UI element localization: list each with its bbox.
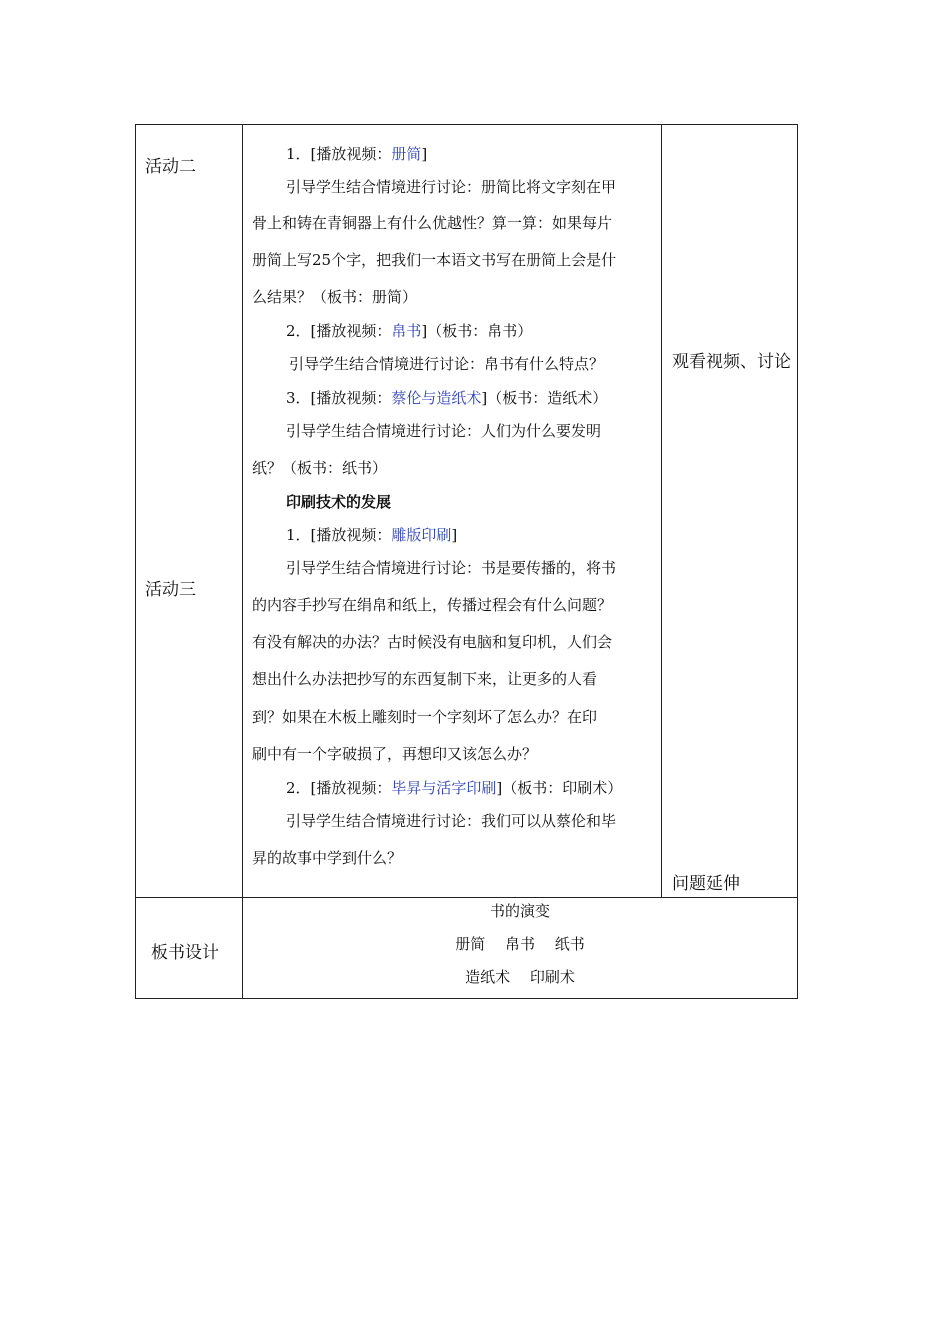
content-line-6: 2．[播放视频：帛书]（板书：帛书） [286,322,533,340]
content-line-18: 2．[播放视频：毕昇与活字印刷]（板书：印刷术） [286,779,623,797]
video-link-cailun[interactable]: 蔡伦与造纸术 [391,389,482,407]
content-line-9: 引导学生结合情境进行讨论：人们为什么要发明 [286,422,602,440]
col-divider-1 [242,124,243,999]
content-line-13: 的内容手抄写在绢帛和纸上，传播过程会有什么问题？ [252,596,613,614]
content-line-1: 1．[播放视频：册简] [286,145,428,163]
content-line-7: 引导学生结合情境进行讨论：帛书有什么特点？ [289,355,605,373]
board-row-2: 造纸术 印刷术 [465,968,575,986]
video-link-bisheng[interactable]: 毕昇与活字印刷 [391,779,497,797]
label-activity2: 活动二 [145,157,196,177]
section-heading: 印刷技术的发展 [286,493,392,511]
content-line-11: 1．[播放视频：雕版印刷] [286,526,458,544]
content-line-19: 引导学生结合情境进行讨论：我们可以从蔡伦和毕 [286,812,617,830]
board-title: 书的演变 [489,902,550,920]
content-line-14: 有没有解决的办法？古时候没有电脑和复印机，人们会 [252,633,613,651]
content-line-20: 昇的故事中学到什么？ [252,849,403,867]
board-row-1: 册简 帛书 纸书 [455,935,585,953]
content-line-8: 3．[播放视频：蔡伦与造纸术]（板书：造纸术） [286,389,608,407]
content-line-15: 想出什么办法把抄写的东西复制下来，让更多的人看 [252,670,598,688]
row-divider [135,897,798,898]
content-line-10: 纸？（板书：纸书） [252,459,388,477]
video-link-boshu[interactable]: 帛书 [391,322,422,340]
content-line-4: 册简上写25个字，把我们一本语文书写在册简上会是什 [252,251,617,269]
video-link-cejian[interactable]: 册简 [391,145,422,163]
content-line-5: 么结果？（板书：册简） [252,288,418,306]
content-line-3: 骨上和铸在青铜器上有什么优越性？算一算：如果每片 [252,214,613,232]
student-activity-watch: 观看视频、讨论 [672,352,791,372]
label-board-design: 板书设计 [151,943,219,963]
content-line-2: 引导学生结合情境进行讨论：册简比将文字刻在甲 [286,178,617,196]
content-line-16: 到？如果在木板上雕刻时一个字刻坏了怎么办？在印 [252,708,598,726]
student-activity-extend: 问题延伸 [672,874,740,894]
content-line-17: 刷中有一个字破损了，再想印又该怎么办？ [252,745,538,763]
video-link-diaoban[interactable]: 雕版印刷 [391,526,452,544]
content-line-12: 引导学生结合情境进行讨论：书是要传播的，将书 [286,559,617,577]
col-divider-2 [661,124,662,897]
label-activity3: 活动三 [145,580,196,600]
